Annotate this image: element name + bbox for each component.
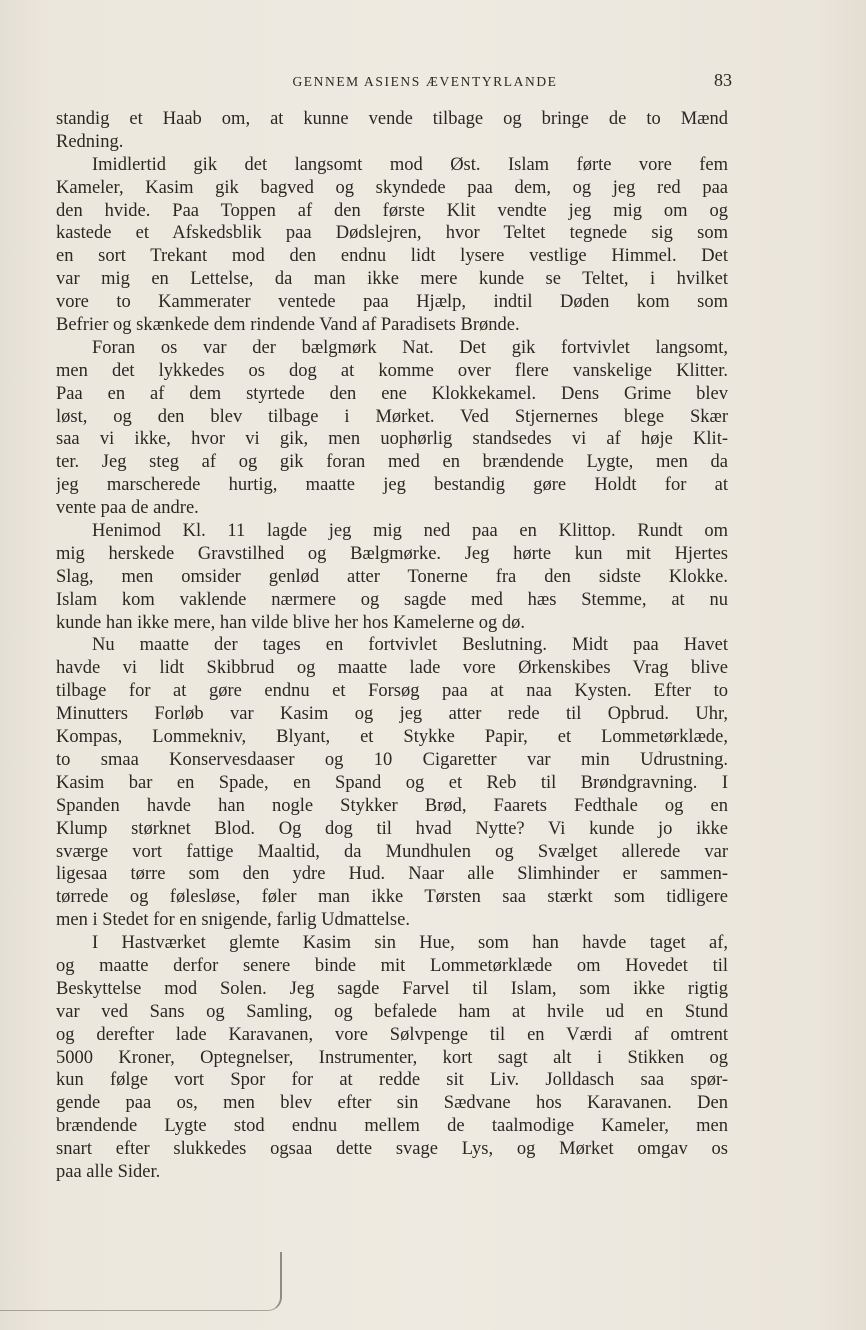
text-line: løst, og den blev tilbage i Mørket. Ved Stjernernes blege Skær bbox=[56, 406, 728, 427]
text-line: Spanden havde han nogle Stykker Brød, Faarets Fedthale og en bbox=[56, 795, 728, 816]
body-text bbox=[56, 108, 728, 1184]
text-line: standig et Haab om, at kunne vende tilbage og bringe de to Mænd bbox=[56, 109, 728, 129]
text-line: Klump størknet Blod. Og dog til hvad Nytte? Vi kunde jo ikke bbox=[56, 818, 728, 839]
text-line: vente paa de andre. bbox=[56, 498, 199, 519]
text-line: Foran os var der bælgmørk Nat. Det gik fortvivlet langsomt, bbox=[92, 337, 728, 358]
text-line: 5000 Kroner, Optegnelser, Instrumenter, kort sagt alt i Stikken og bbox=[56, 1047, 728, 1068]
text-line: Befrier og skænkede dem rindende Vand af Paradisets Brønde. bbox=[56, 315, 520, 336]
text-line: tilbage for at gøre endnu et Forsøg paa at naa Kysten. Efter to bbox=[56, 681, 728, 702]
text-line: Kompas, Lommekniv, Blyant, et Stykke Papir, et Lommetørklæde, bbox=[56, 727, 728, 748]
text-line: den hvide. Paa Toppen af den første Klit vendte jeg mig om og bbox=[56, 200, 728, 221]
text-line: Minutters Forløb var Kasim og jeg atter rede til Opbrud. Uhr, bbox=[56, 704, 728, 725]
text-line: Redning. bbox=[56, 131, 124, 152]
text-line: Kameler, Kasim gik bagved og skyndede paa dem, og jeg red paa bbox=[56, 177, 728, 198]
text-line: brændende Lygte stod endnu mellem de taalmodige Kameler, men bbox=[56, 1116, 728, 1137]
text-line: men det lykkedes os dog at komme over flere vanskelige Klitter. bbox=[56, 360, 728, 381]
text-line: ligesaa tørre som den ydre Hud. Naar alle Slimhinder er sammen- bbox=[56, 864, 728, 885]
page-edge-mark bbox=[0, 1252, 282, 1311]
text-line: havde vi lidt Skibbrud og maatte lade vore Ørkenskibes Vrag blive bbox=[56, 658, 728, 679]
text-line: snart efter slukkedes ogsaa dette svage Lys, og Mørket omgav os bbox=[56, 1139, 728, 1160]
text-line: Kasim bar en Spade, en Spand og et Reb til Brøndgravning. I bbox=[56, 772, 728, 793]
text-line: Henimod Kl. 11 lagde jeg mig ned paa en Klittop. Rundt om bbox=[92, 521, 728, 542]
text-line: men i Stedet for en snigende, farlig Udmattelse. bbox=[56, 910, 410, 931]
text-line: Islam kom vaklende nærmere og sagde med hæs Stemme, at nu bbox=[56, 589, 728, 610]
page-header bbox=[60, 70, 730, 94]
text-line: paa alle Sider. bbox=[56, 1161, 161, 1182]
text-line: I Hastværket glemte Kasim sin Hue, som han havde taget af, bbox=[92, 933, 728, 954]
text-line: en sort Trekant mod den endnu lidt lysere vestlige Himmel. Det bbox=[56, 246, 728, 267]
text-line: jeg marscherede hurtig, maatte jeg bestandig gøre Holdt for at bbox=[56, 475, 728, 496]
text-line: kun følge vort Spor for at redde sit Liv. Jolldasch saa spør- bbox=[56, 1070, 728, 1091]
text-line: og maatte derfor senere binde mit Lommetørklæde om Hovedet til bbox=[56, 955, 728, 976]
text-line: tørrede og følesløse, føler man ikke Tørsten saa stærkt som tidligere bbox=[56, 887, 728, 908]
text-line: Nu maatte der tages en fortvivlet Beslutning. Midt paa Havet bbox=[92, 635, 728, 656]
page-number: 83 bbox=[714, 70, 732, 90]
text-line: sværge vort fattige Maaltid, da Mundhulen og Svælget allerede var bbox=[56, 841, 728, 862]
text-line: mig herskede Gravstilhed og Bælgmørke. Jeg hørte kun mit Hjertes bbox=[56, 543, 728, 564]
text-line: og derefter lade Karavanen, vore Sølvpenge til en Værdi af omtrent bbox=[56, 1024, 728, 1045]
text-line: Slag, men omsider genlød atter Tonerne fra den sidste Klokke. bbox=[56, 566, 728, 587]
running-title: GENNEM ASIENS ÆVENTYRLANDE bbox=[292, 74, 558, 89]
text-line: kunde han ikke mere, han vilde blive her hos Kamelerne og dø. bbox=[56, 612, 526, 633]
text-line: var mig en Lettelse, da man ikke mere kunde se Teltet, i hvilket bbox=[56, 269, 728, 290]
text-line: to smaa Konservesdaaser og 10 Cigaretter var min Udrustning. bbox=[56, 749, 728, 770]
text-line: Beskyttelse mod Solen. Jeg sagde Farvel til Islam, som ikke rigtig bbox=[56, 978, 728, 999]
text-line: ter. Jeg steg af og gik foran med en brændende Lygte, men da bbox=[56, 452, 728, 473]
text-line: kastede et Afskedsblik paa Dødslejren, hvor Teltet tegnede sig som bbox=[56, 223, 728, 244]
text-line: vore to Kammerater ventede paa Hjælp, indtil Døden kom som bbox=[56, 292, 728, 313]
text-line: Imidlertid gik det langsomt mod Øst. Islam førte vore fem bbox=[92, 154, 728, 175]
text-line: Paa en af dem styrtede den ene Klokkekamel. Dens Grime blev bbox=[56, 383, 728, 404]
text-line: gende paa os, men blev efter sin Sædvane hos Karavanen. Den bbox=[56, 1093, 728, 1114]
text-line: var ved Sans og Samling, og befalede ham at hvile ud en Stund bbox=[56, 1001, 728, 1022]
text-line: saa vi ikke, hvor vi gik, men uophørlig standsedes vi af høje Klit- bbox=[56, 429, 728, 450]
